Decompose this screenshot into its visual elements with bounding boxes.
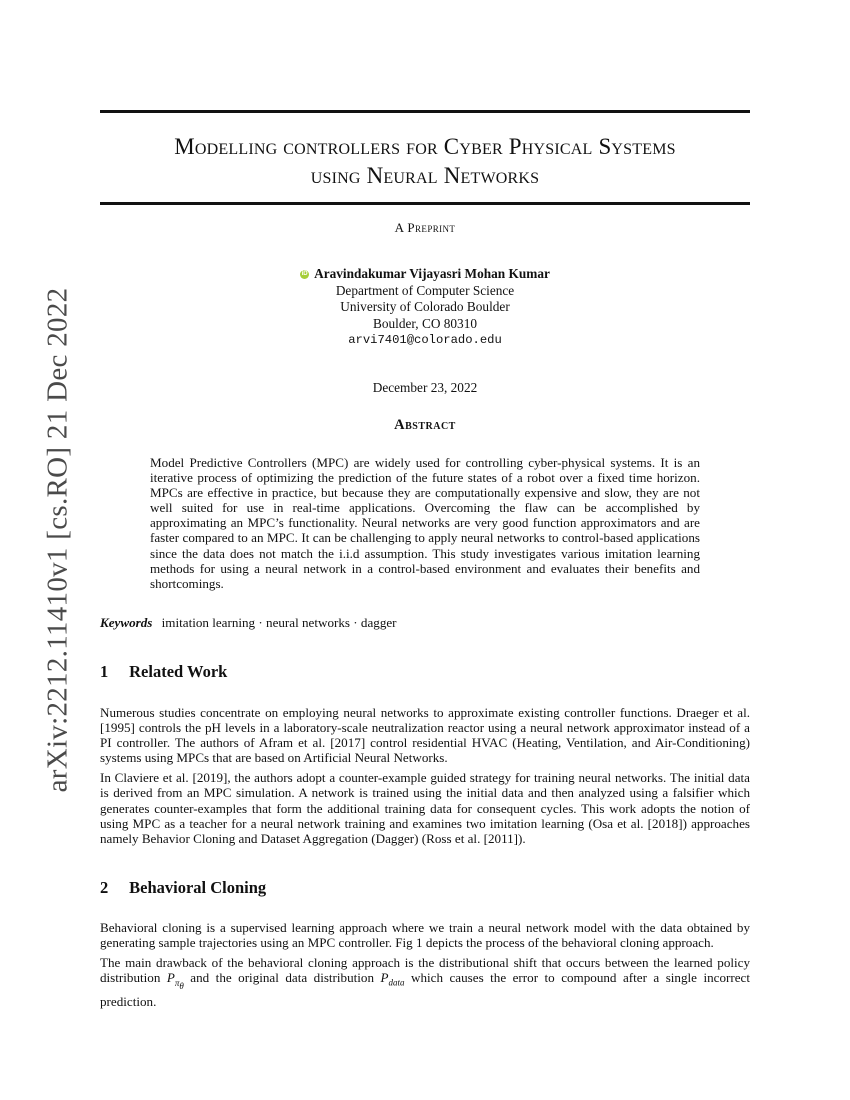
- keywords-label: Keywords: [100, 615, 153, 630]
- title-bottom-rule: [100, 202, 750, 205]
- section-title: Behavioral Cloning: [129, 878, 267, 897]
- section-number: 2: [100, 878, 109, 897]
- author-name: Aravindakumar Vijayasri Mohan Kumar: [314, 266, 550, 282]
- author-email[interactable]: arvi7401@colorado.edu: [348, 333, 502, 348]
- section-body-behavioral-cloning: [100, 920, 750, 1014]
- author-block: [100, 263, 750, 349]
- keywords-line: [100, 615, 397, 631]
- arxiv-side-stamp: arXiv:2212.11410v1 [cs.RO] 21 Dec 2022: [41, 287, 74, 793]
- abstract-text: Model Predictive Controllers (MPC) are widely used for controlling cyber-physical systems. It is an iterative process of optimizing the prediction of the future states of a robot over a fixed time horizon. MPCs are effective in practice, but because they are computationally expensive and slow, they are not well suited for use in real-time applications. Overcoming the flaw can be accomplished by approximating an MPC’s functionality. Neural networks are very good function approximators and are faster compared to an MPC. It can be challenging to apply neural networks to control-based applications since the data does not match the i.i.d assumption. This study investigates various imitation learning methods for using a neural network in a control-based environment and evaluates their benefits and shortcomings.: [150, 455, 700, 591]
- keywords-text: imitation learning · neural networks · dagger: [161, 615, 397, 630]
- author-university: University of Colorado Boulder: [340, 299, 510, 315]
- orcid-icon[interactable]: iD: [301, 271, 308, 277]
- paragraph: In Claviere et al. [2019], the authors adopt a counter-example guided strategy for training neural networks. The initial data is derived from an MPC simulation. A network is trained using the initial data and then analyzed using a falsifier which generates counter-examples that form the additional training data for consequent cycles. This work adopts the notion of using MPC as a teacher for a neural network training and examines two imitation learning (Osa et al. [2018]) approaches namely Behavior Cloning and Dataset Aggregation (Dagger) (Ross et al. [2011]).: [100, 770, 750, 846]
- title-line-2: using Neural Networks: [310, 163, 540, 188]
- paragraph: Behavioral cloning is a supervised learning approach where we train a neural network model with the data obtained by generating sample trajectories using an MPC controller. Fig 1 depicts the process of the behavioral cloning approach.: [100, 920, 750, 951]
- preprint-label: A Preprint: [394, 220, 456, 235]
- section-heading-related-work: [100, 662, 227, 682]
- paragraph: Numerous studies concentrate on employing neural networks to approximate existing controller functions. Draeger et al. [1995] controls the pH levels in a laboratory-scale neutralization reactor using a neural network approximator instead of a PI controller. The authors of Afram et al. [2017] control residential HVAC (Heating, Ventilation, and Air-Conditioning) systems using MPCs that are based on Artificial Neural Networks.: [100, 705, 750, 766]
- author-department: Department of Computer Science: [335, 282, 515, 298]
- section-heading-behavioral-cloning: [100, 878, 266, 898]
- author-location: Boulder, CO 80310: [373, 315, 477, 331]
- paper-title: [100, 132, 750, 190]
- title-line-1: Modelling controllers for Cyber Physical Systems: [174, 134, 676, 159]
- title-top-rule: [100, 110, 750, 113]
- author-line: [100, 263, 750, 283]
- math-p-data: $P_{data}$: [380, 970, 405, 988]
- section-body-related-work: [100, 705, 750, 851]
- abstract-heading: Abstract: [394, 417, 456, 433]
- section-title: Related Work: [129, 662, 228, 681]
- paragraph-distribution-shift: The main drawback of the behavioral cloning approach is the distributional shift that occurs between the learned policy distribution $P_{\pi_\theta}$ and the original data distribution $P_{data}$ which causes the error to compound after a single incorrect prediction.: [100, 955, 750, 1009]
- math-p-pi-theta: $P_{\pi_\theta}$: [166, 970, 184, 991]
- section-number: 1: [100, 662, 109, 681]
- paper-date: December 23, 2022: [372, 380, 478, 395]
